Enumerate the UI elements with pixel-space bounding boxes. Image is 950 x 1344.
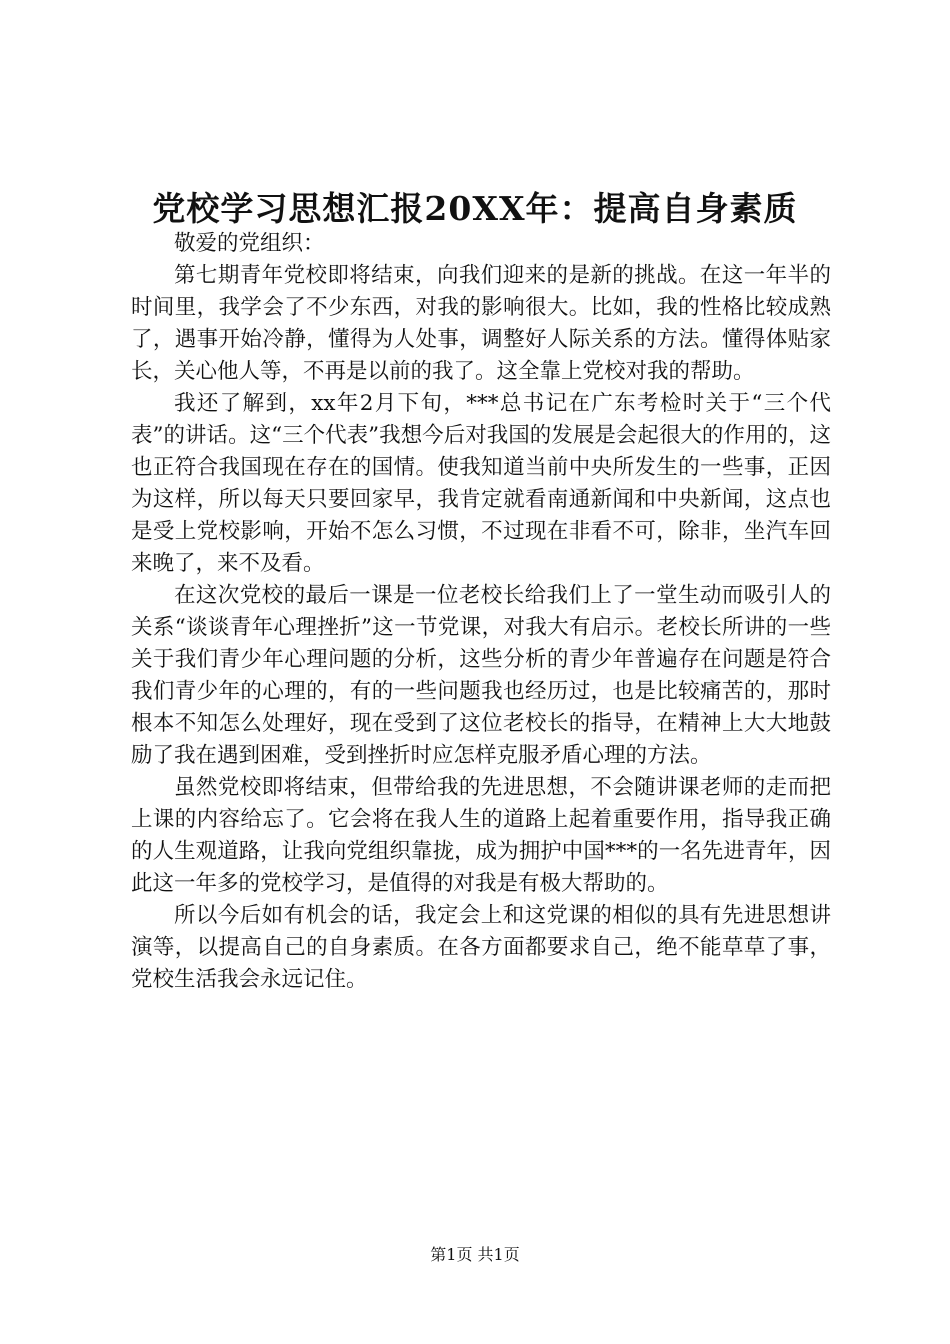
paragraph: 第七期青年党校即将结束，向我们迎来的是新的挑战。在这一年半的时间里，我学会了不少东西，对我的影响很大。比如，我的性格比较成熟了，遇事开始冷静，懂得为人处事，调整好人际关系的方法。懂得体贴家长，关心他人等，不再是以前的我了。这全靠上党校对我的帮助。 <box>131 263 831 384</box>
paragraph: 所以今后如有机会的话，我定会上和这党课的相似的具有先进思想讲演等，以提高自己的自身素质。在各方面都要求自己，绝不能草草了事，党校生活我会永远记住。 <box>131 903 831 992</box>
paragraph: 虽然党校即将结束，但带给我的先进思想，不会随讲课老师的走而把上课的内容给忘了。它会将在我人生的道路上起着重要作用，指导我正确的人生观道路，让我向党组织靠拢，成为拥护中国***的一名先进青年，因此这一年多的党校学习，是值得的对我是有极大帮助的。 <box>131 775 831 896</box>
document-body <box>131 228 831 996</box>
page-number-footer: 第1页 共1页 <box>430 1245 520 1264</box>
paragraph: 在这次党校的最后一课是一位老校长给我们上了一堂生动而吸引人的关系“谈谈青年心理挫折”这一节党课，对我大有启示。老校长所讲的一些关于我们青少年心理问题的分析，这些分析的青少年普遍存在问题是符合我们青少年的心理的，有的一些问题我也经历过，也是比较痛苦的，那时根本不知怎么处理好，现在受到了这位老校长的指导，在精神上大大地鼓励了我在遇到困难，受到挫折时应怎样克服矛盾心理的方法。 <box>131 583 831 768</box>
document-title: 党校学习思想汇报20XX年：提高自身素质 <box>152 189 798 228</box>
salutation: 敬爱的党组织： <box>174 231 325 256</box>
paragraph: 我还了解到，xx年2月下旬，***总书记在广东考检时关于“三个代表”的讲话。这“三个代表”我想今后对我国的发展是会起很大的作用的，这也正符合我国现在存在的国情。使我知道当前中央所发生的一些事，正因为这样，所以每天只要回家早，我肯定就看南通新闻和中央新闻，这点也是受上党校影响，开始不怎么习惯，不过现在非看不可，除非，坐汽车回来晚了，来不及看。 <box>131 391 831 576</box>
